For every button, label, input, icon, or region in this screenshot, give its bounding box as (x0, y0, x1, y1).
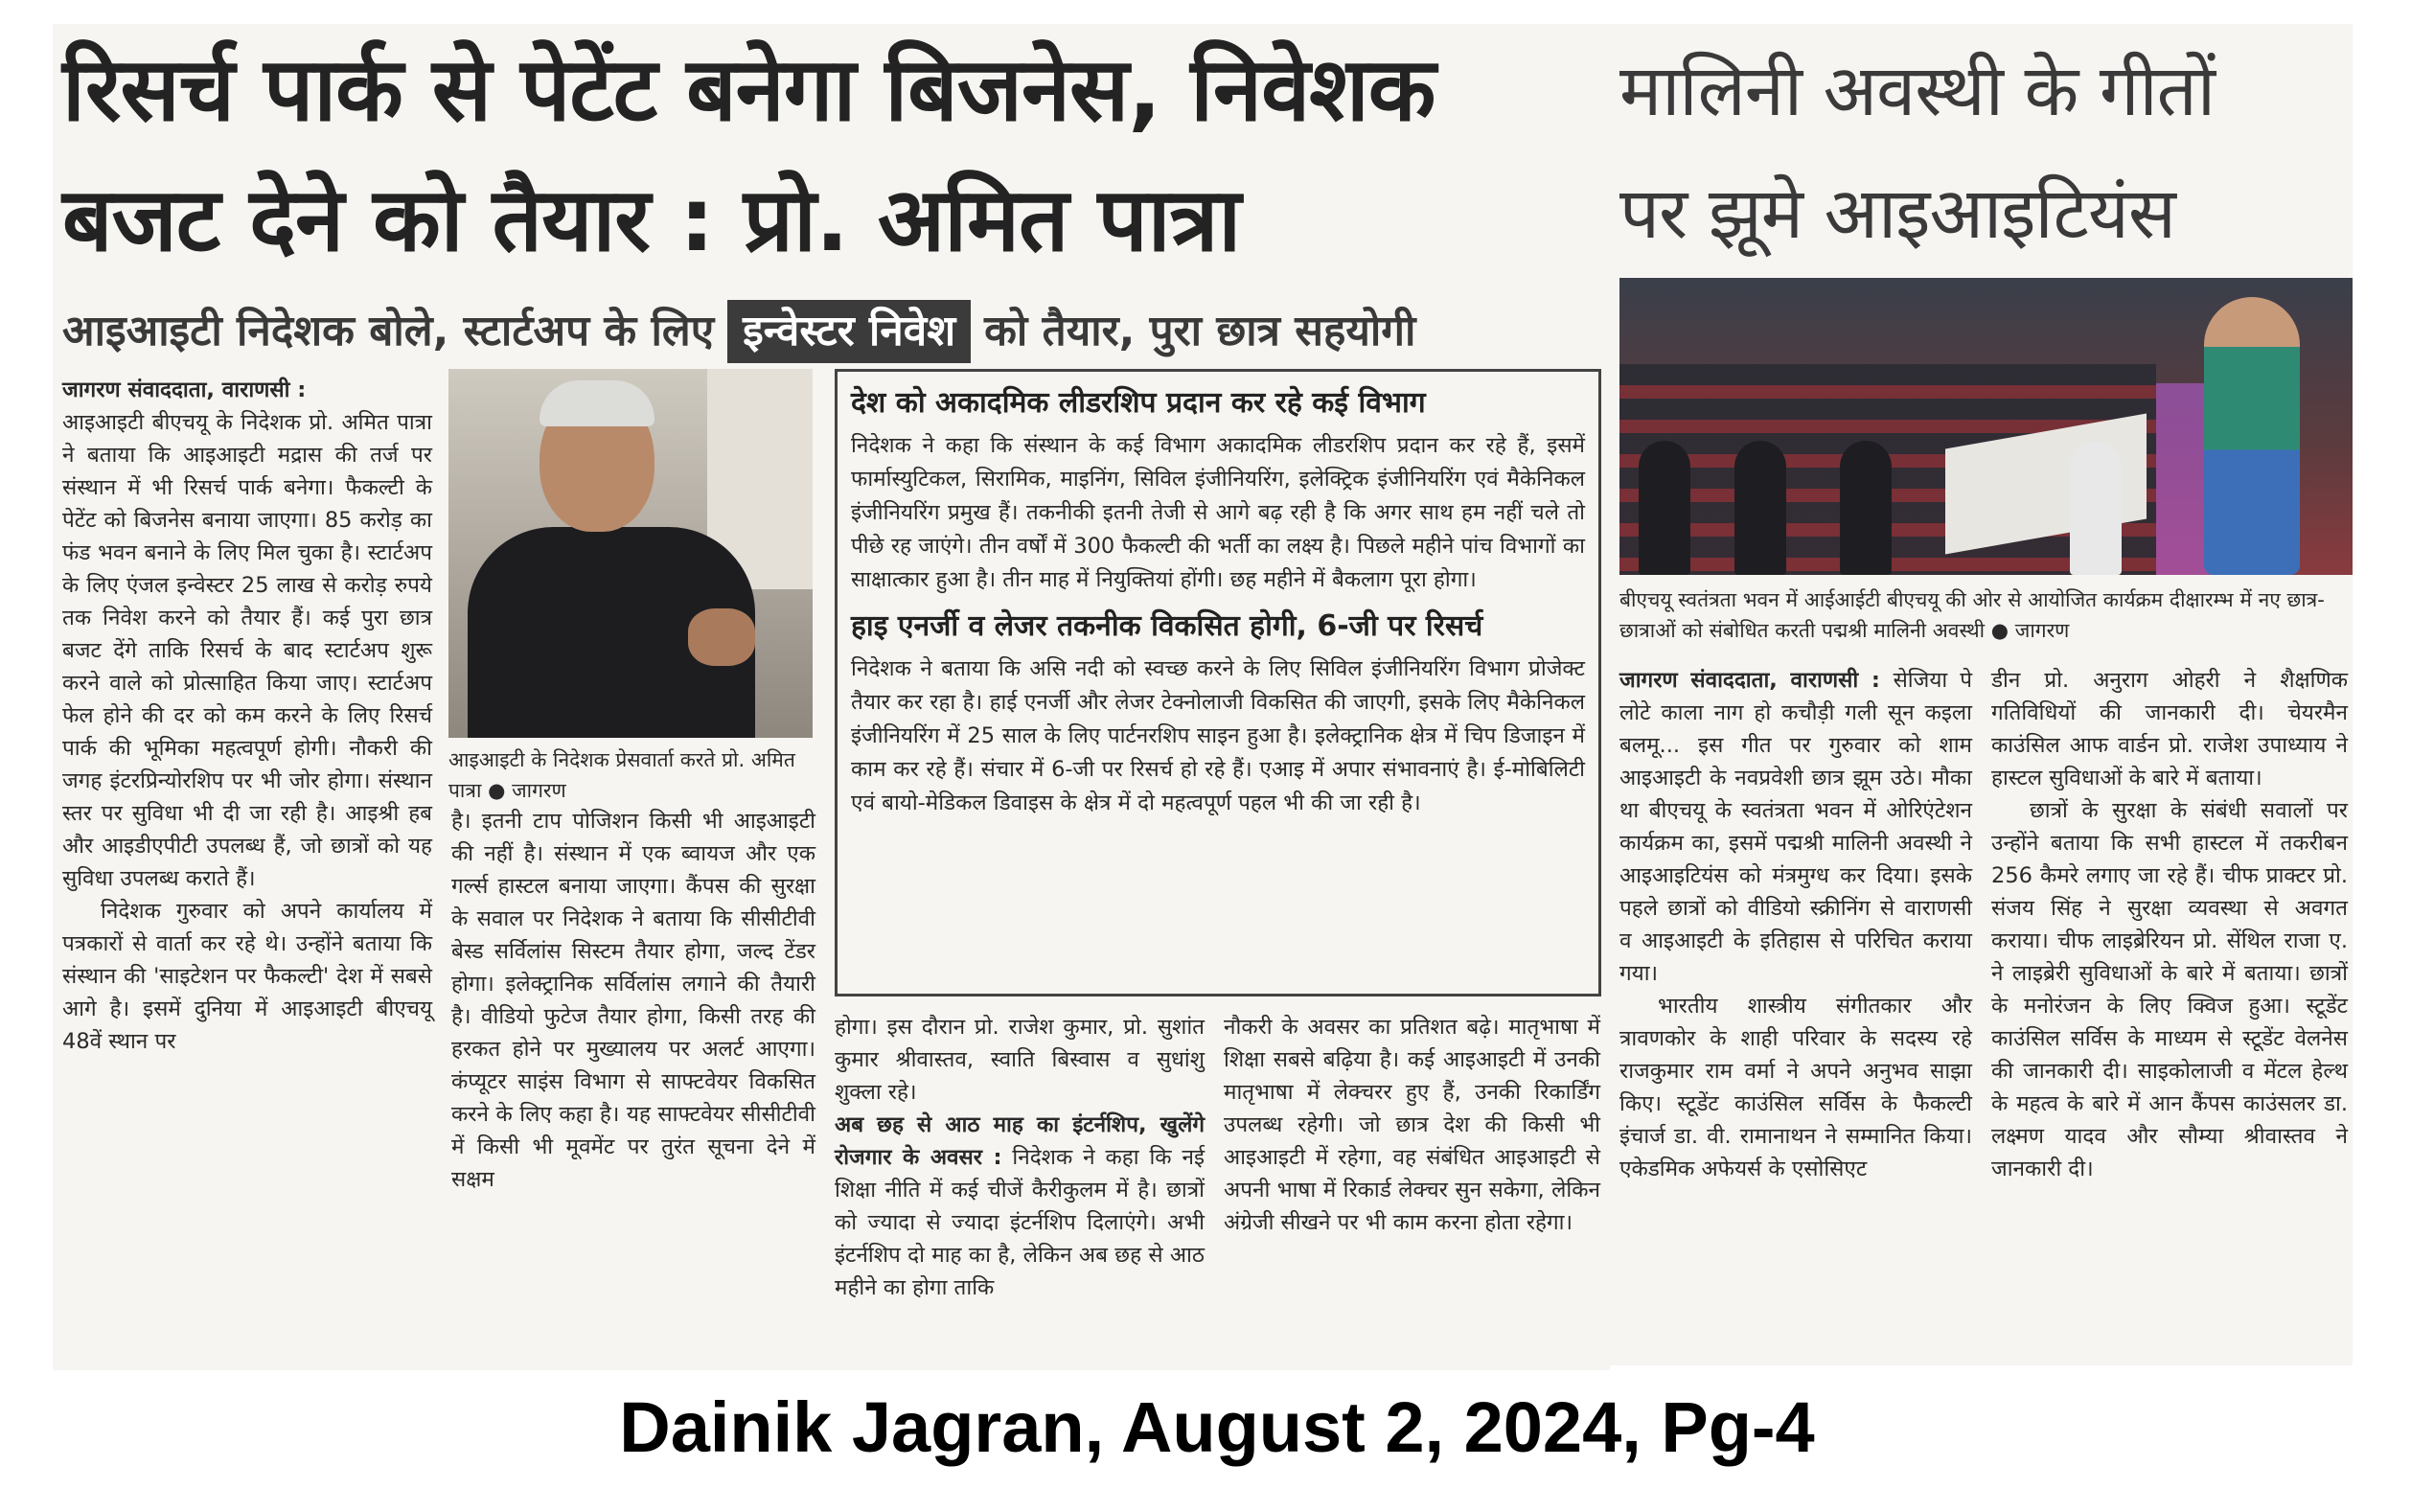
deck-after: को तैयार, पुरा छात्र सहयोगी (984, 307, 1416, 355)
headline-line-2: बजट देने को तैयार : प्रो. अमित पात्रा (62, 169, 1241, 271)
malini-awasthi-article (1610, 24, 2353, 1365)
subheadline (62, 294, 1415, 369)
right-column-2 (1991, 664, 2348, 1185)
deck-highlight: इन्वेस्टर निवेश (727, 300, 971, 363)
right-column-1 (1619, 664, 1972, 1185)
right-headline-line-2: पर झूमे आइआइटियंस (1619, 172, 2175, 255)
headline-line-1: रिसर्च पार्क से पेटेंट बनेगा बिजनेस, निवेशक (62, 38, 1435, 141)
paragraph: निदेशक गुरुवार को अपने कार्यालय में पत्रकारों से वार्ता कर रहे थे। उन्होंने बताया कि संस्थान की 'साइटेशन पर फैकल्टी' देश में सबसे आगे है। इसमें दुनिया में आइआइटी बीएचयू 48वें स्थान पर (62, 899, 432, 1054)
paragraph: डीन प्रो. अनुराग ओहरी ने शैक्षणिक गतिविधियों की जानकारी दी। चेयरमैन काउंसिल आफ वार्डन प्रो. राजेश उपाध्याय ने हास्टल सुविधाओं के बारे में बताया। (1991, 668, 2348, 790)
deck-before: आइआइटी निदेशक बोले, स्टार्टअप के लिए (62, 307, 715, 355)
paragraph: छात्रों के सुरक्षा के संबंधी सवालों पर उन्होंने बताया कि सभी हास्टल में तकरीबन 256 कैमरे लगाए जा रहे हैं। चीफ प्राक्टर प्रो. संजय सिंह ने सुरक्षा व्यवस्था से अवगत कराया। चीफ लाइब्रेरियन प्रो. सेंथिल राजा ए. ने लाइब्रेरी सुविधाओं के बारे में बताया। छात्रों के मनोरंजन के लिए क्विज हुआ। स्टूडेंट काउंसिल सर्विस के माध्यम से स्टूडेंट वेलनेस की जानकारी दी। साइकोलाजी व मेंटल हेल्थ के महत्व के बारे में आन कैंपस काउंसलर डा. लक्ष्मण यादव और सौम्या श्रीवास्तव ने जानकारी दी। (1991, 798, 2348, 1181)
source-caption: Dainik Jagran, August 2, 2024, Pg-4 (619, 1387, 1815, 1467)
paragraph: होगा। इस दौरान प्रो. राजेश कुमार, प्रो. सुशांत कुमार श्रीवास्तव, स्वाति बिस्वास व सुधांशु शुक्ला रहे। (835, 1015, 1205, 1105)
director-photo (448, 369, 813, 738)
info-box (835, 369, 1601, 997)
research-park-article (53, 24, 1610, 1370)
box-text-1: निदेशक ने कहा कि संस्थान के कई विभाग अकादमिक लीडरशिप प्रदान कर रहे हैं, इसमें फार्मास्युटिकल, सिरामिक, माइनिंग, सिविल इंजीनियरिंग, इलेक्ट्रिक इंजीनियरिंग एवं मैकेनिकल इंजीनियरिंग प्रमुख हैं। तकनीकी इतनी तेजी से आगे बढ़ रही है कि अगर साथ हम नहीं चले तो पीछे रह जाएंगे। तीन वर्षों में 300 फैकल्टी की भर्ती का लक्ष्य है। पिछले महीने पांच विभागों का साक्षात्कार हुआ है। तीन माह में नियुक्तियां होंगी। छह महीने में बैकलाग पूरा होगा। (851, 433, 1585, 592)
event-photo-caption: बीएचयू स्वतंत्रता भवन में आईआईटी बीएचयू की ओर से आयोजित कार्यक्रम दीक्षारम्भ में नए छात्र-छात्राओं को संबोधित करती पद्मश्री मालिनी अवस्थी ● जागरण (1619, 588, 2325, 642)
box-heading-2: हाइ एनर्जी व लेजर तकनीक विकसित होगी, 6-जी पर रिसर्च (851, 609, 1483, 643)
article-column-2 (451, 805, 815, 1196)
article-column-4 (1224, 1011, 1600, 1239)
photo-caption: आइआइटी के निदेशक प्रेसवार्ता करते प्रो. अमित पात्रा ● जागरण (448, 748, 795, 802)
paragraph: निदेशक ने कहा कि नई शिक्षा नीति में कई चीजें कैरीकुलम में है। छात्रों को ज्यादा से ज्यादा इंटर्नशिप दिलाएंगे। अभी इंटर्नशिप दो माह का है, लेकिन अब छह से आठ महीने का होगा ताकि (835, 1145, 1205, 1300)
box-heading-1: देश को अकादमिक लीडरशिप प्रदान कर रहे कई विभाग (851, 386, 1426, 420)
article-column-1 (62, 374, 432, 1058)
byline: जागरण संवाददाता, वाराणसी : (62, 378, 307, 402)
paragraph: है। इतनी टाप पोजिशन किसी भी आइआइटी की नहीं है। संस्थान में एक ब्वायज और एक गर्ल्स हास्टल बनाया जाएगा। कैंपस की सुरक्षा के सवाल पर निदेशक ने बताया कि सीसीटीवी बेस्ड सर्विलांस सिस्टम तैयार होगा, जल्द टेंडर होगा। इलेक्ट्रानिक सर्विलांस लगाने की तैयारी है। वीडियो फुटेज तैयार होगा, किसी तरह की हरकत होने पर मुख्यालय पर अलर्ट आएगा। कंप्यूटर साइंस विभाग से साफ्टवेयर विकसित करने के लिए कहा है। यह साफ्टवेयर सीसीटीवी में किसी भी मूवमेंट पर तुरंत सूचना देने में सक्षम (451, 809, 815, 1192)
byline: जागरण संवाददाता, वाराणसी : (1619, 668, 1894, 693)
box-text-2: निदेशक ने बताया कि असि नदी को स्वच्छ करने के लिए सिविल इंजीनियरिंग विभाग प्रोजेक्ट तैयार कर रहा है। हाई एनर्जी और लेजर टेक्नोलाजी विकसित की जाएगी, इसके लिए मैकेनिकल इंजीनियरिंग में 25 साल के लिए पार्टनरशिप साइन हुआ है। इलेक्ट्रानिक क्षेत्र में चिप डिजाइन में काम कर रहे हैं। संचार में 6-जी पर रिसर्च हो रहे हैं। एआइ में अपार संभावनाएं है। ई-मोबिलिटी एवं बायो-मेडिकल डिवाइस के क्षेत्र में दो महत्वपूर्ण पहल भी की जा रही है। (851, 656, 1585, 815)
event-photo (1619, 278, 2353, 575)
paragraph: सेजिया पे लोटे काला नाग हो कचौड़ी गली सून कइला बलमू... इस गीत पर गुरुवार को शाम आइआइटी के नवप्रवेशी छात्र झूम उठे। मौका था बीएचयू के स्वतंत्रता भवन में ओरिएंटेशन कार्यक्रम का, इसमें पद्मश्री मालिनी अवस्थी ने आइआइटियंस को मंत्रमुग्ध कर दिया। इसके पहले छात्रों को वीडियो स्क्रीनिंग से वाराणसी व आइआइटी के इतिहास से परिचित कराया गया। (1619, 668, 1972, 986)
paragraph: भारतीय शास्त्रीय संगीतकार और त्रावणकोर के शाही परिवार के सदस्य रहे राजकुमार राम वर्मा ने अपने अनुभव साझा किए। स्टूडेंट काउंसिल सर्विस के फैकल्टी इंचार्ज डा. वी. रामानाथन ने सम्मानित किया। एकेडमिक अफेयर्स के एसोसिएट (1619, 994, 1972, 1181)
paragraph: आइआइटी बीएचयू के निदेशक प्रो. अमित पात्रा ने बताया कि आइआइटी मद्रास की तर्ज पर संस्थान में भी रिसर्च पार्क बनेगा। फैकल्टी के पेटेंट को बिजनेस बनाया जाएगा। 85 करोड़ का फंड भवन बनाने के लिए मिल चुका है। स्टार्टअप के लिए एंजल इन्वेस्टर 25 लाख से करोड़ रुपये तक निवेश करने को तैयार हैं। कई पुरा छात्र बजट देंगे ताकि रिसर्च के बाद स्टार्टअप शुरू करने वाले को प्रोत्साहित किया जाए। स्टार्टअप फेल होने की दर को कम करने के लिए रिसर्च पार्क की भूमिका महत्वपूर्ण होगी। नौकरी की जगह इंटरप्रिन्योरशिप पर भी जोर होगा। संस्थान स्तर पर सुविधा भी दी जा रही है। आइश्री हब और आइडीएपीटी उपलब्ध हैं, जो छात्रों को यह सुविधा उपलब्ध कराते हैं। (62, 410, 432, 891)
paragraph: नौकरी के अवसर का प्रतिशत बढ़े। मातृभाषा में शिक्षा सबसे बढ़िया है। कई आइआइटी में उनकी मातृभाषा में लेक्चरर हुए हैं, उनकी रिकार्डिंग उपलब्ध रहेगी। जो छात्र देश की किसी भी आइआइटी में रहेगा, वह संबंधित आइआइटी से अपनी भाषा में रिकार्ड लेक्चर सुन सकेगा, लेकिन अंग्रेजी सीखने पर भी काम करना होता रहेगा। (1224, 1015, 1600, 1235)
article-column-3 (835, 1011, 1205, 1304)
right-headline-line-1: मालिनी अवस्थी के गीतों (1619, 50, 2216, 132)
subhead-internship: अब छह से आठ माह का इंटर्नशिप, खुलेंगे रोजगार के अवसर : (835, 1112, 1205, 1170)
